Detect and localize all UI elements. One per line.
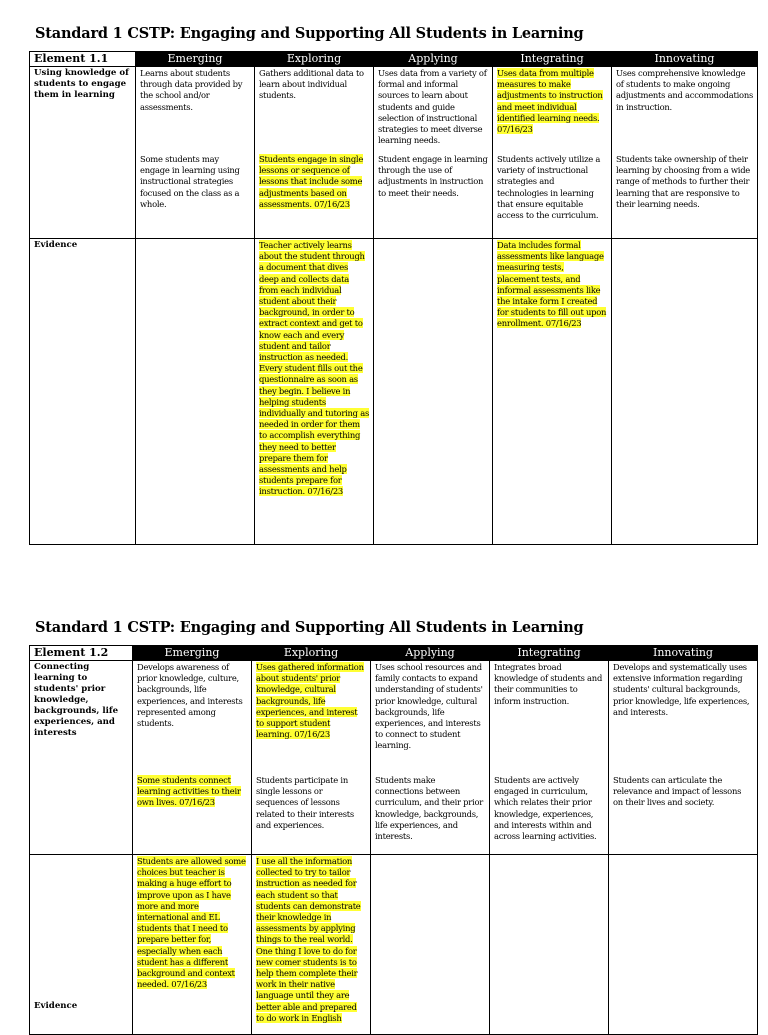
student-descriptor: Students can articulate the relevance and impact of lessons on their lives and society. bbox=[613, 775, 742, 808]
col-header-innovating: Innovating bbox=[609, 646, 758, 661]
row-label: Connecting learning to students' prior knowledge, backgrounds, life experiences, and interests bbox=[30, 661, 133, 855]
evidence-cell-innovating bbox=[609, 855, 758, 1035]
descriptor-cell-exploring bbox=[252, 661, 371, 855]
teacher-descriptor: Uses comprehensive knowledge of students to make ongoing adjustments and accommodations in instruction. bbox=[616, 68, 754, 112]
student-descriptor: Student engage in learning through the use of adjustments in instruction to meet their needs. bbox=[378, 154, 488, 198]
element-1-1-table bbox=[29, 51, 758, 545]
evidence-text-highlighted: Students are allowed some choices but teacher is making a huge effort to improve upon as I have more and more international and EL students that I need to prepare better for, especially when each student has a different background and context needed. 07/16/23 bbox=[137, 856, 246, 990]
evidence-cell-integrating bbox=[490, 855, 609, 1035]
descriptor-cell-emerging bbox=[133, 661, 252, 855]
evidence-cell-innovating bbox=[612, 239, 758, 545]
student-descriptor: Students take ownership of their learning by choosing from a wide range of methods to further their learning that are responsive to their learning needs. bbox=[616, 154, 751, 209]
evidence-cell-emerging bbox=[133, 855, 252, 1035]
header-row bbox=[30, 646, 758, 661]
teacher-descriptor: Develops and systematically uses extensive information regarding students' cultural backgrounds, prior knowledge, life experiences, and interests. bbox=[613, 662, 750, 717]
element-label: Element 1.1 bbox=[30, 52, 136, 67]
col-header-applying: Applying bbox=[374, 52, 493, 67]
section1-title: Standard 1 CSTP: Engaging and Supporting All Students in Learning bbox=[35, 25, 584, 42]
col-header-applying: Applying bbox=[371, 646, 490, 661]
evidence-cell-exploring bbox=[255, 239, 374, 545]
teacher-descriptor: Integrates broad knowledge of students and their communities to inform instruction. bbox=[494, 662, 603, 706]
col-header-exploring: Exploring bbox=[255, 52, 374, 67]
student-descriptor: Students participate in single lessons or sequences of lessons related to their interests and experiences. bbox=[256, 775, 354, 830]
section2-title: Standard 1 CSTP: Engaging and Supporting All Students in Learning bbox=[35, 619, 584, 636]
descriptor-cell-applying bbox=[374, 67, 493, 239]
student-descriptor: Some students may engage in learning using instructional strategies focused on the class as a whole. bbox=[140, 154, 240, 209]
teacher-descriptor: Uses school resources and family contacts to expand understanding of students' prior knowledge, cultural backgrounds, life experiences, and interests to connect to student learning. bbox=[375, 662, 483, 751]
evidence-cell-emerging bbox=[136, 239, 255, 545]
student-descriptor: Students are actively engaged in curriculum, which relates their prior knowledge, experiences, and interests within and across learning activities. bbox=[494, 775, 597, 842]
student-descriptor: Students actively utilize a variety of instructional strategies and technologies in learning that ensure equitable access to the curriculum. bbox=[497, 154, 601, 221]
teacher-descriptor: Develops awareness of prior knowledge, culture, backgrounds, life experiences, and interests represented among students. bbox=[137, 662, 243, 729]
evidence-cell-exploring bbox=[252, 855, 371, 1035]
evidence-row bbox=[30, 855, 758, 1035]
teacher-descriptor: Gathers additional data to learn about individual students. bbox=[259, 68, 364, 101]
teacher-descriptor: Learns about students through data provided by the school and/or assessments. bbox=[140, 68, 243, 112]
col-header-exploring: Exploring bbox=[252, 646, 371, 661]
evidence-text-highlighted: I use all the information collected to try to tailor instruction as needed for each student so that students can demonstrate their knowledge in assessments by applying things to the real world. One thing I love to do for new comer students is to help them complete their work in their native language until they are better able and prepared to do work in English bbox=[256, 856, 361, 1023]
evidence-text-highlighted: Data includes formal assessments like language measuring tests, placement tests, and informal assessments like the intake form I created for students to fill out upon enrollment. 07/16/23 bbox=[497, 240, 607, 329]
descriptor-cell-applying bbox=[371, 661, 490, 855]
col-header-innovating: Innovating bbox=[612, 52, 758, 67]
element-label: Element 1.2 bbox=[30, 646, 133, 661]
evidence-label: Evidence bbox=[30, 239, 136, 545]
teacher-descriptor-highlighted: Uses data from multiple measures to make adjustments to instruction and meet individual identified learning needs. 07/16/23 bbox=[497, 68, 603, 135]
element-1-2-table bbox=[29, 645, 758, 1035]
evidence-cell-applying bbox=[371, 855, 490, 1035]
descriptor-cell-integrating bbox=[493, 67, 612, 239]
student-descriptor-highlighted: Students engage in single lessons or sequence of lessons that include some adjustments based on assessments. 07/16/23 bbox=[259, 154, 364, 209]
row-label: Using knowledge of students to engage them in learning bbox=[30, 67, 136, 239]
col-header-emerging: Emerging bbox=[133, 646, 252, 661]
student-descriptor-highlighted: Some students connect learning activities to their own lives. 07/16/23 bbox=[137, 775, 241, 808]
descriptor-cell-emerging bbox=[136, 67, 255, 239]
descriptor-cell-innovating bbox=[612, 67, 758, 239]
teacher-descriptor: Uses data from a variety of formal and informal sources to learn about students and guide selection of instructional strategies to meet diverse learning needs. bbox=[378, 68, 487, 146]
header-row bbox=[30, 52, 758, 67]
evidence-row bbox=[30, 239, 758, 545]
descriptor-row bbox=[30, 661, 758, 855]
descriptor-cell-exploring bbox=[255, 67, 374, 239]
descriptor-cell-integrating bbox=[490, 661, 609, 855]
descriptor-cell-innovating bbox=[609, 661, 758, 855]
evidence-cell-integrating bbox=[493, 239, 612, 545]
col-header-emerging: Emerging bbox=[136, 52, 255, 67]
evidence-text-highlighted: Teacher actively learns about the student through a document that dives deep and collects data from each individual student about their background, in order to extract context and get to know each and every student and tailor instruction as needed. Every student fills out the questionnaire as soon as they begin. I believe in helping students individually and tutoring as needed in order for them to accomplish everything they need to better prepare them for assessments and help students prepare for instruction. 07/16/23 bbox=[259, 240, 369, 497]
descriptor-row bbox=[30, 67, 758, 239]
student-descriptor: Students make connections between curriculum, and their prior knowledge, backgrounds, life experiences, and interests. bbox=[375, 775, 484, 842]
col-header-integrating: Integrating bbox=[490, 646, 609, 661]
evidence-cell-applying bbox=[374, 239, 493, 545]
teacher-descriptor-highlighted: Uses gathered information about students' prior knowledge, cultural backgrounds, life experiences, and interest to support student learning. 07/16/23 bbox=[256, 662, 364, 740]
col-header-integrating: Integrating bbox=[493, 52, 612, 67]
evidence-label: Evidence bbox=[30, 855, 133, 1035]
